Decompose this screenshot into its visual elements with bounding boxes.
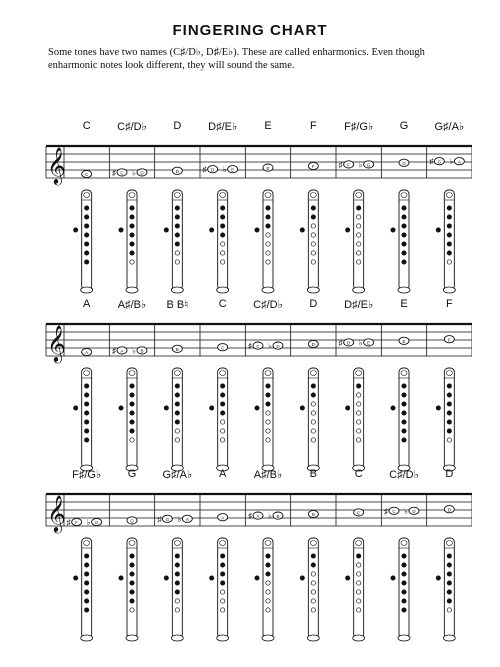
note-name: A♯/B♭ bbox=[253, 469, 283, 481]
recorder-fingering-diagram-icon bbox=[391, 368, 410, 471]
sharp-icon: ♯ bbox=[202, 165, 207, 175]
recorder-fingering-diagram-icon bbox=[119, 368, 138, 471]
recorder-fingering-diagram-icon bbox=[119, 190, 138, 293]
note-name: A♯/B♭ bbox=[117, 299, 147, 311]
note-name: B bbox=[309, 468, 317, 480]
note-head-letter: E bbox=[402, 339, 406, 344]
treble-clef-icon: 𝄞 bbox=[47, 146, 66, 184]
note-head-letter: D bbox=[347, 340, 351, 346]
sharp-icon: ♯ bbox=[248, 511, 252, 521]
flat-icon: ♭ bbox=[132, 168, 136, 178]
note-name: F♯/G♭ bbox=[344, 121, 374, 133]
note-name: C bbox=[218, 298, 227, 310]
note-head-letter: C bbox=[85, 172, 89, 178]
note-head-letter: D bbox=[211, 167, 215, 173]
note-name: D♯/E♭ bbox=[208, 121, 238, 133]
sharp-icon: ♯ bbox=[66, 518, 71, 527]
sharp-icon: ♯ bbox=[112, 346, 116, 356]
note-name: F bbox=[445, 298, 453, 310]
treble-clef-icon: 𝄞 bbox=[47, 324, 66, 362]
note-name: G♯/A♭ bbox=[162, 469, 193, 481]
staff-and-recorders bbox=[40, 134, 472, 304]
note-head-letter: D bbox=[311, 342, 315, 348]
recorder-fingering-diagram-icon bbox=[164, 190, 183, 293]
note-name: C♯/D♭ bbox=[389, 469, 419, 481]
recorder-fingering-diagram-icon bbox=[391, 538, 410, 641]
note-name: C♯/D♭ bbox=[253, 299, 283, 311]
note-head-letter: G bbox=[437, 159, 442, 165]
recorder-fingering-diagram-icon bbox=[436, 538, 455, 641]
note-head-letter: C bbox=[221, 345, 225, 351]
note-name: D bbox=[173, 120, 182, 132]
note-name: B B♮ bbox=[166, 299, 189, 311]
note-head-letter: C bbox=[357, 510, 361, 516]
flat-icon: ♭ bbox=[449, 157, 454, 167]
note-head-letter: D bbox=[412, 509, 416, 514]
note-name: F bbox=[309, 120, 317, 132]
sharp-icon: ♯ bbox=[157, 514, 162, 524]
sharp-icon: ♯ bbox=[338, 160, 343, 170]
note-head-letter: G bbox=[402, 161, 406, 166]
flat-icon: ♭ bbox=[358, 160, 363, 170]
note-head-letter: B bbox=[140, 348, 144, 354]
recorder-fingering-diagram-icon bbox=[119, 538, 138, 641]
sharp-icon: ♯ bbox=[248, 341, 252, 351]
note-head-letter: G bbox=[94, 520, 99, 526]
note-head-letter: F bbox=[311, 164, 315, 170]
staff-and-recorders bbox=[40, 482, 472, 662]
recorder-fingering-diagram-icon bbox=[436, 190, 455, 293]
page-title: FINGERING CHART bbox=[172, 22, 328, 39]
recorder-fingering-diagram-icon bbox=[255, 190, 274, 293]
treble-clef-icon: 𝄞 bbox=[47, 494, 66, 532]
note-head-letter: G bbox=[165, 517, 170, 522]
note-head-letter: E bbox=[367, 340, 371, 346]
recorder-fingering-diagram-icon bbox=[300, 368, 319, 471]
flat-icon: ♭ bbox=[86, 518, 91, 527]
flat-icon: ♭ bbox=[132, 346, 136, 356]
fingering-system-1 bbox=[40, 120, 472, 304]
flat-icon: ♭ bbox=[358, 338, 363, 348]
note-head-letter: G bbox=[366, 162, 371, 168]
sharp-icon: ♯ bbox=[429, 157, 434, 167]
note-head-letter: A bbox=[185, 517, 189, 522]
flat-icon: ♭ bbox=[268, 341, 272, 351]
note-head-letter: A bbox=[221, 515, 225, 521]
note-head-letter: G bbox=[130, 518, 134, 524]
recorder-fingering-diagram-icon bbox=[164, 368, 183, 471]
note-name: D bbox=[309, 298, 318, 310]
note-head-letter: F bbox=[447, 337, 451, 343]
note-name: A bbox=[218, 468, 227, 480]
recorder-fingering-diagram-icon bbox=[73, 538, 92, 641]
note-head-letter: C bbox=[256, 343, 260, 349]
recorder-fingering-diagram-icon bbox=[164, 538, 183, 641]
note-head-letter: C bbox=[392, 509, 396, 514]
flat-icon: ♭ bbox=[222, 165, 227, 175]
recorder-fingering-diagram-icon bbox=[73, 190, 92, 293]
recorder-fingering-diagram-icon bbox=[209, 368, 228, 471]
note-name: C bbox=[354, 468, 363, 480]
note-name: C♯/D♭ bbox=[117, 121, 147, 133]
recorder-fingering-diagram-icon bbox=[345, 538, 364, 641]
note-name: E bbox=[400, 298, 408, 310]
note-name: E bbox=[264, 120, 272, 132]
note-name: G bbox=[399, 120, 409, 132]
recorder-fingering-diagram-icon bbox=[300, 190, 319, 293]
note-head-letter: D bbox=[175, 169, 179, 174]
recorder-fingering-diagram-icon bbox=[300, 538, 319, 641]
flat-icon: ♭ bbox=[177, 514, 182, 524]
note-head-letter: B bbox=[311, 512, 315, 518]
fingering-system-3 bbox=[40, 468, 472, 662]
note-head-letter: D bbox=[447, 507, 451, 513]
intro-text: Some tones have two names (C♯/D♭, D♯/E♭). These are called enharmonics. Even though enharmonic notes look different, they will sound the same. bbox=[48, 47, 425, 71]
recorder-fingering-diagram-icon bbox=[345, 368, 364, 471]
flat-icon: ♭ bbox=[404, 506, 408, 516]
recorder-fingering-diagram-icon bbox=[73, 368, 92, 471]
note-head-letter: A bbox=[457, 159, 461, 165]
flat-icon: ♭ bbox=[268, 511, 272, 521]
recorder-fingering-diagram-icon bbox=[345, 190, 364, 293]
note-head-letter: D bbox=[140, 170, 144, 176]
note-name: F♯/G♭ bbox=[72, 469, 102, 481]
recorder-fingering-diagram-icon bbox=[209, 538, 228, 641]
sharp-icon: ♯ bbox=[384, 506, 388, 516]
fingering-system-2 bbox=[40, 298, 472, 482]
recorder-fingering-diagram-icon bbox=[391, 190, 410, 293]
recorder-fingering-diagram-icon bbox=[436, 368, 455, 471]
note-head-letter: E bbox=[266, 165, 270, 171]
note-head-letter: C bbox=[120, 170, 124, 176]
note-name: C bbox=[82, 120, 91, 132]
staff-and-recorders bbox=[40, 312, 472, 482]
note-name: D♯/E♭ bbox=[344, 299, 374, 311]
note-head-letter: E bbox=[231, 167, 235, 173]
note-head-letter: F bbox=[75, 520, 79, 526]
note-name: A bbox=[82, 298, 91, 310]
note-head-letter: D bbox=[276, 343, 280, 349]
note-head-letter: A bbox=[85, 350, 89, 356]
note-head-letter: A bbox=[256, 513, 260, 519]
sharp-icon: ♯ bbox=[112, 168, 116, 178]
note-head-letter: F bbox=[347, 162, 351, 168]
note-name: D bbox=[445, 468, 454, 480]
note-head-letter: B bbox=[175, 347, 179, 352]
recorder-fingering-diagram-icon bbox=[209, 190, 228, 293]
note-head-letter: A bbox=[120, 348, 124, 354]
recorder-fingering-diagram-icon bbox=[255, 538, 274, 641]
note-head-letter: B bbox=[276, 513, 280, 519]
recorder-fingering-diagram-icon bbox=[255, 368, 274, 471]
sharp-icon: ♯ bbox=[338, 338, 343, 348]
note-name: G bbox=[127, 468, 137, 480]
note-name: G♯/A♭ bbox=[434, 121, 465, 133]
